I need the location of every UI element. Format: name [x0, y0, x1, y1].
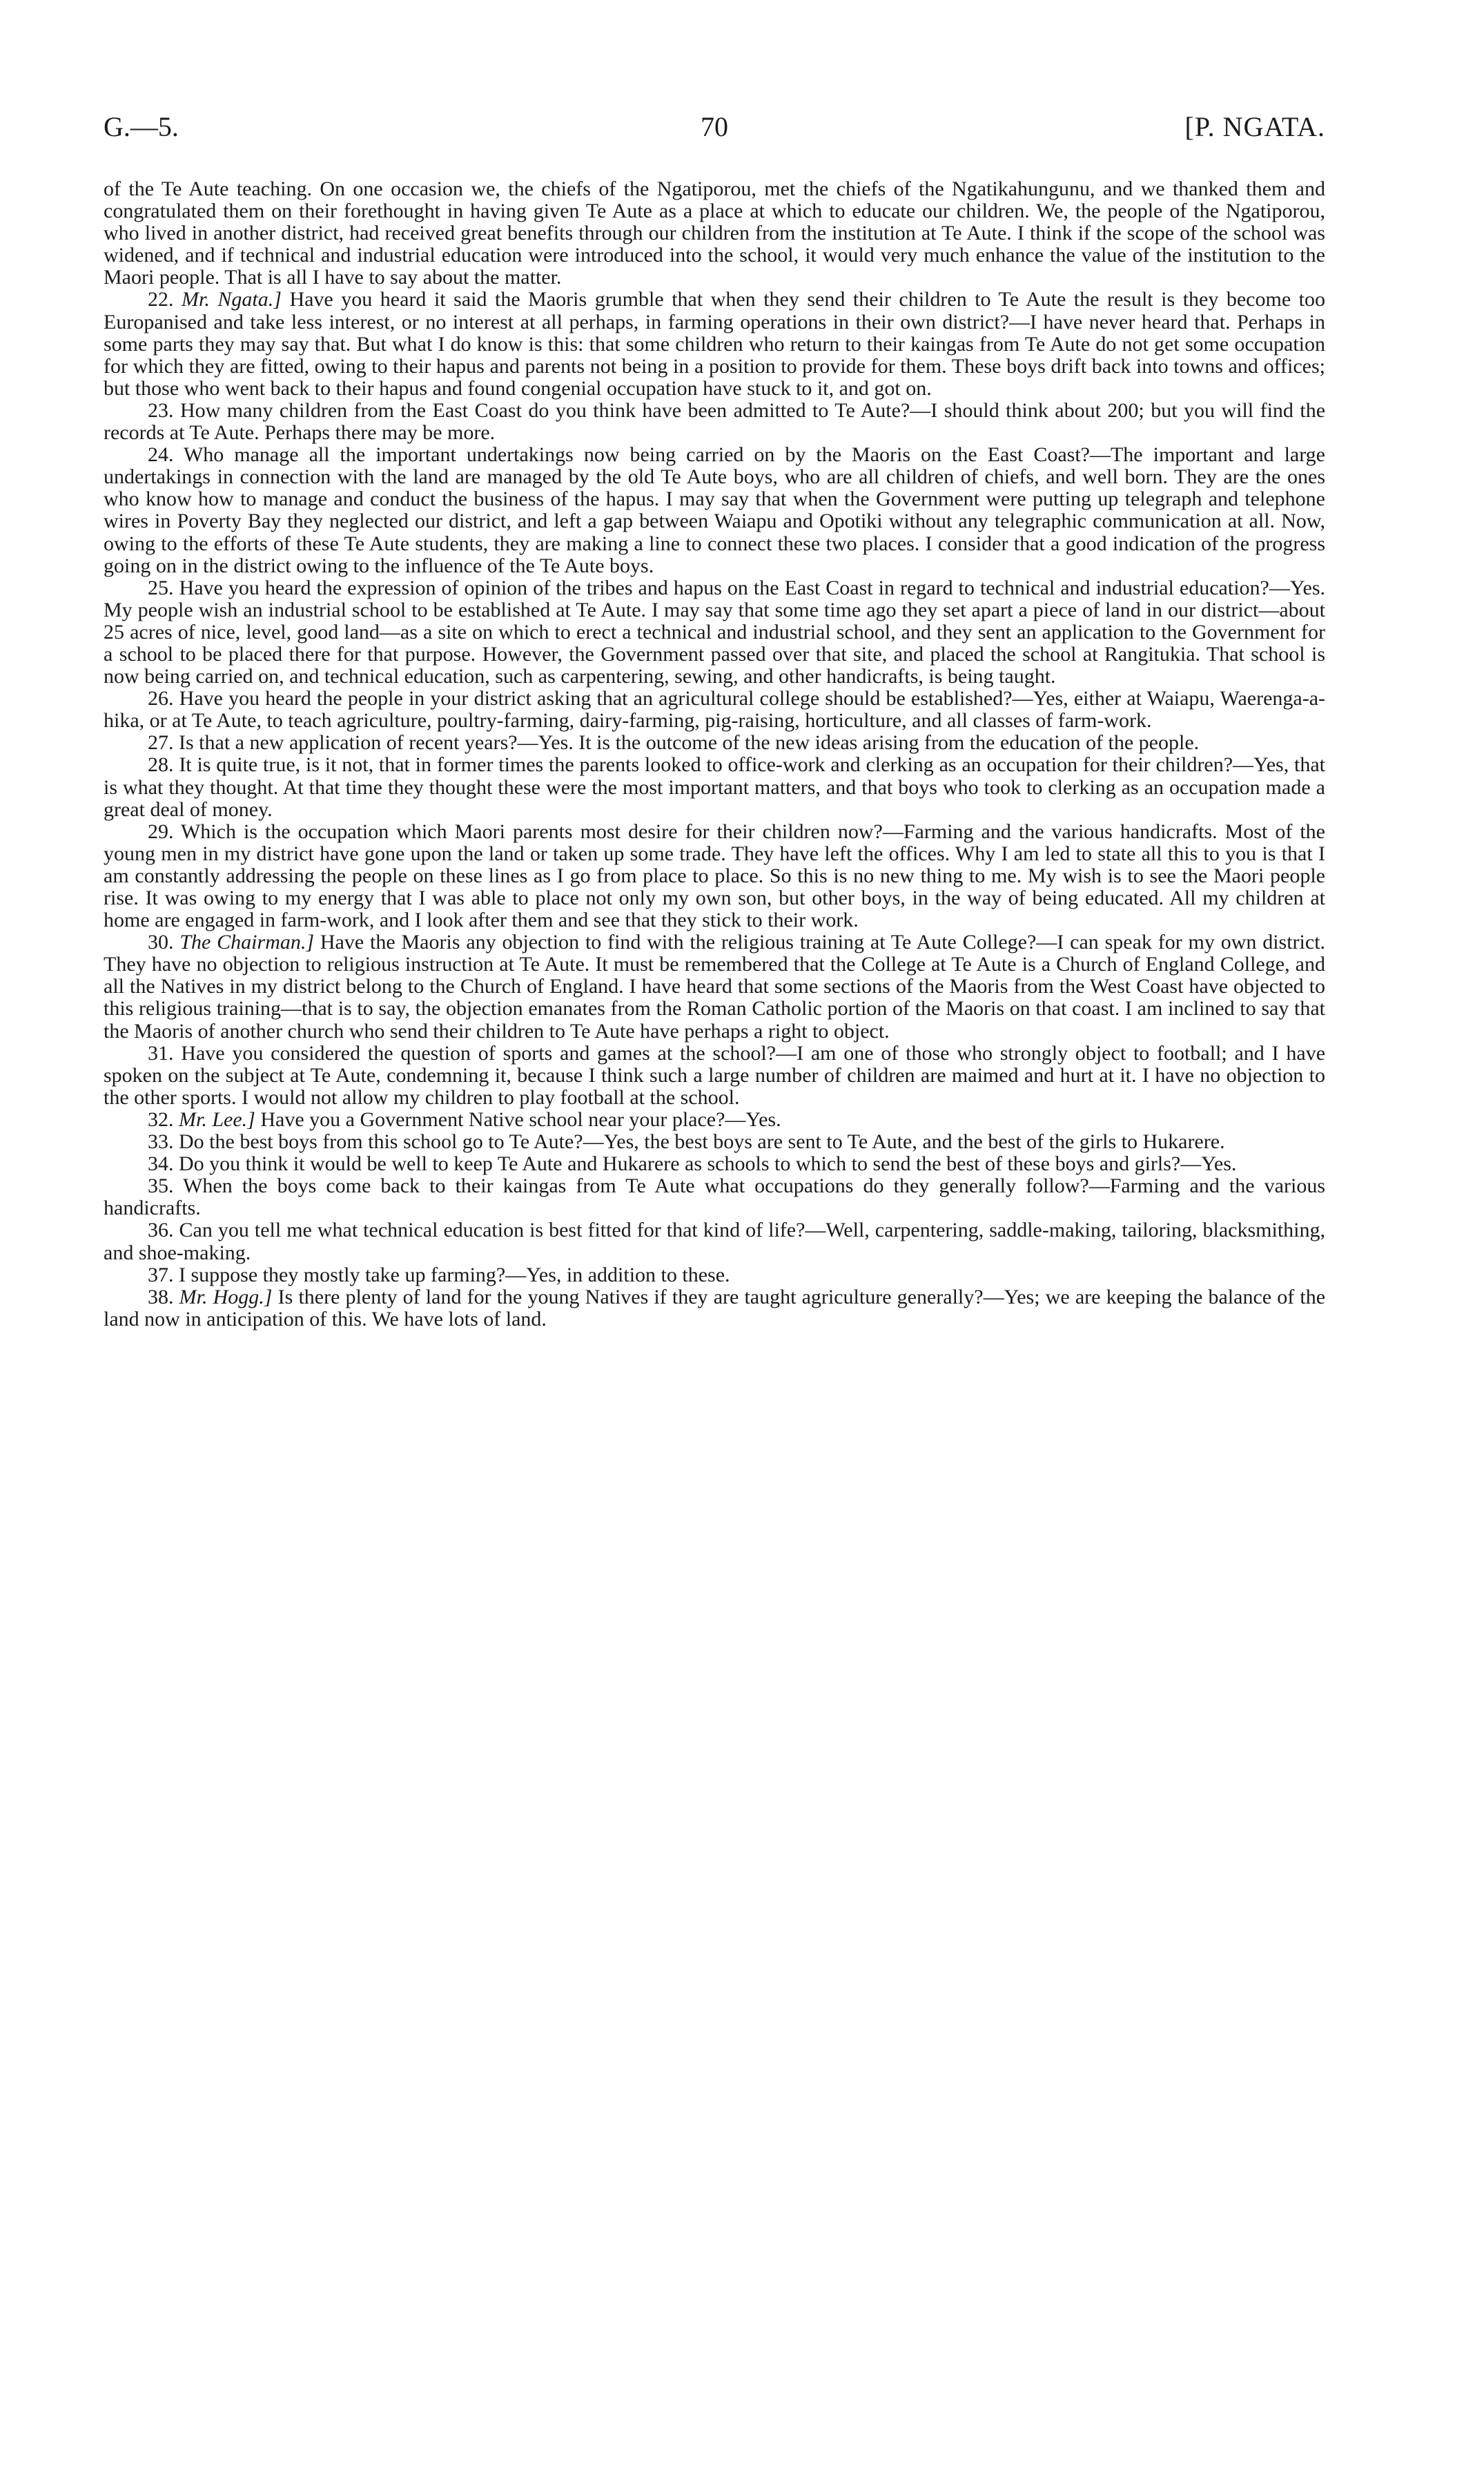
question-text: Is there plenty of land for the young Natives if they are taught agriculture generally?—Yes; we are keeping the balance of the land now in anticipation of this. We have lots of land. — [104, 1285, 1326, 1330]
page-body — [104, 178, 1325, 1330]
question-text: When the boys come back to their kaingas from Te Aute what occupations do they generally follow?—Farming and the various handicrafts. — [104, 1174, 1325, 1220]
question-number: 22. — [148, 288, 174, 311]
question-number: 28. — [148, 753, 174, 777]
question-number: 23. — [148, 398, 174, 422]
paragraph-24 — [104, 444, 1325, 577]
question-number: 26. — [148, 687, 174, 710]
question-text: Who manage all the important undertakings now being carried on by the Maoris on the East Coast?—The important and large undertakings in connection with the land are managed by the old Te Aute boys, who are all children of chiefs, and well born. They are the ones who know how to manage and conduct the business of the hapus. I may say that when the Government were putting up telegraph and telephone wires in Poverty Bay they neglected our district, and left a gap between Waiapu and Opotiki without any telegraphic communication at all. Now, owing to the efforts of these Te Aute students, they are making a line to connect these two places. I consider that a good indication of the progress going on in the district owing to the influence of the Te Aute boys. — [104, 443, 1325, 577]
question-number: 27. — [148, 731, 174, 755]
question-text: Have you heard the expression of opinion of the tribes and hapus on the East Coast in regard to technical and industrial education?—Yes. My people wish an industrial school to be established at Te Aute. I may say that some time ago they set apart a piece of land in our district—about 25 acres of nice, level, good land—as a site on which to erect a technical and industrial school, and they sent an application to the Government for a school to be placed there for that purpose. However, the Government passed over that site, and placed the school at Rangitukia. That school is now being carried on, and technical education, such as carpentering, sewing, and other handicrafts, is being taught. — [104, 576, 1325, 688]
question-text: Have the Maoris any objection to find with the religious training at Te Aute College?—I can speak for my own district. They have no objection to religious instruction at Te Aute. It must be remembered that the College at Te Aute is a Church of England College, and all the Natives in my district belong to the Church of England. I have heard that some sections of the Maoris from the West Coast have objected to this religious training—that is to say, the objection emanates from the Roman Catholic portion of the Maoris on that coast. I am inclined to say that the Maoris of another church who send their children to Te Aute have perhaps a right to object. — [104, 931, 1326, 1043]
question-number: 24. — [148, 443, 174, 467]
question-number: 36. — [148, 1219, 174, 1242]
paragraph-23 — [104, 400, 1325, 444]
speaker: The Chairman.] — [179, 931, 315, 954]
speaker: Mr. Hogg.] — [179, 1285, 273, 1308]
question-number: 31. — [148, 1041, 174, 1065]
question-text: Have you considered the question of sports and games at the school?—I am one of those who strongly object to football; and I have spoken on the subject at Te Aute, condemning it, because I think such a large number of children are maimed and hurt at it. I have no objection to the other sports. I would not allow my children to play football at the school. — [104, 1041, 1326, 1109]
paragraph-34 — [104, 1153, 1325, 1175]
paragraph-28 — [104, 754, 1325, 820]
witness-name: [P. NGATA. — [1184, 111, 1325, 142]
paragraph-36 — [104, 1219, 1325, 1264]
paragraph-37 — [104, 1264, 1325, 1286]
question-text: How many children from the East Coast do you think have been admitted to Te Aute?—I should think about 200; but you will find the records at Te Aute. Perhaps there may be more. — [104, 398, 1326, 445]
paragraph-38 — [104, 1286, 1325, 1330]
paragraph-27 — [104, 732, 1325, 754]
paragraph-32 — [104, 1109, 1325, 1131]
question-number: 37. — [148, 1263, 174, 1286]
paragraph-26 — [104, 688, 1325, 732]
question-number: 38. — [148, 1285, 174, 1308]
question-number: 30. — [148, 931, 174, 954]
paragraph-33 — [104, 1131, 1325, 1153]
question-text: Is that a new application of recent years?—Yes. It is the outcome of the new ideas arising from the education of the people. — [179, 731, 1200, 755]
speaker: Mr. Lee.] — [179, 1107, 255, 1131]
question-text: It is quite true, is it not, that in former times the parents looked to office-work and clerking as an occupation for their children?—Yes, that is what they thought. At that time they thought these were the most important matters, and that boys who took to clerking as an occupation made a great deal of money. — [104, 753, 1325, 821]
question-text: I suppose they mostly take up farming?—Yes, in addition to these. — [179, 1263, 730, 1286]
speaker: Mr. Ngata.] — [182, 288, 282, 311]
continued-paragraph: of the Te Aute teaching. On one occasion we, the chiefs of the Ngatiporou, met the chiefs of the Ngatikahungunu, and we thanked them and congratulated them on their forethought in having given Te Aute as a place at which to educate our children. We, the people of the Ngatiporou, who lived in another district, had received great benefits through our children from the institution at Te Aute. I think if the scope of the school was widened, and if technical and industrial education were introduced into the school, it would very much enhance the value of the institution to the Maori people. That is all I have to say about the matter. — [104, 177, 1325, 289]
paragraph-35 — [104, 1175, 1325, 1219]
document-page — [104, 110, 1325, 1330]
question-number: 32. — [148, 1107, 174, 1131]
page-number: 70 — [701, 111, 728, 142]
page-header — [104, 110, 1325, 152]
question-number: 34. — [148, 1152, 174, 1176]
question-text: Which is the occupation which Maori parents most desire for their children now?—Farming and the various handicrafts. Most of the young men in my district have gone upon the land or taken up some trade. They have left the offices. Why I am led to state all this to you is that I am constantly addressing the people on these lines as I go from place to place. So this is no new thing to me. My wish is to see the Maori people rise. It was owing to my energy that I was able to place not only my own son, but other boys, in the way of being educated. All my children at home are engaged in farm-work, and I look after them and see that they stick to their work. — [104, 820, 1325, 932]
paragraph-29 — [104, 821, 1325, 931]
question-text: Have you heard it said the Maoris grumble that when they send their children to Te Aute the result is they become too Europanised and take less interest, or no interest at all perhaps, in farming operations in their own district?—I have never heard that. Perhaps in some parts they may say that. But what I do know is this: that some children who return to their kaingas from Te Aute do not get some occupation for which they are fitted, owing to their hapus and parents not being in a position to provide for them. These boys drift back into towns and offices; but those who went back to their hapus and found congenial occupation have stuck to it, and got on. — [104, 288, 1326, 400]
document-reference: G.—5. — [104, 111, 179, 142]
question-number: 35. — [148, 1174, 174, 1198]
question-text: Do you think it would be well to keep Te Aute and Hukarere as schools to which to send the best of these boys and girls?—Yes. — [179, 1152, 1237, 1176]
paragraph-31 — [104, 1043, 1325, 1109]
question-number: 29. — [148, 820, 174, 843]
paragraph-22 — [104, 289, 1325, 399]
question-number: 33. — [148, 1130, 174, 1154]
question-text: Can you tell me what technical education is best fitted for that kind of life?—Well, carpentering, saddle-making, tailoring, blacksmithing, and shoe-making. — [104, 1219, 1325, 1264]
question-text: Do the best boys from this school go to Te Aute?—Yes, the best boys are sent to Te Aute, and the best of the girls to Hukarere. — [179, 1130, 1225, 1154]
paragraph-25 — [104, 577, 1325, 688]
paragraph-30 — [104, 931, 1325, 1042]
question-text: Have you heard the people in your district asking that an agricultural college should be established?—Yes, either at Waiapu, Waerenga-a-hika, or at Te Aute, to teach agriculture, poultry-farming, dairy-farming, pig-raising, horticulture, and all classes of farm-work. — [104, 687, 1325, 733]
question-text: Have you a Government Native school near your place?—Yes. — [260, 1107, 781, 1131]
question-number: 25. — [148, 576, 174, 599]
